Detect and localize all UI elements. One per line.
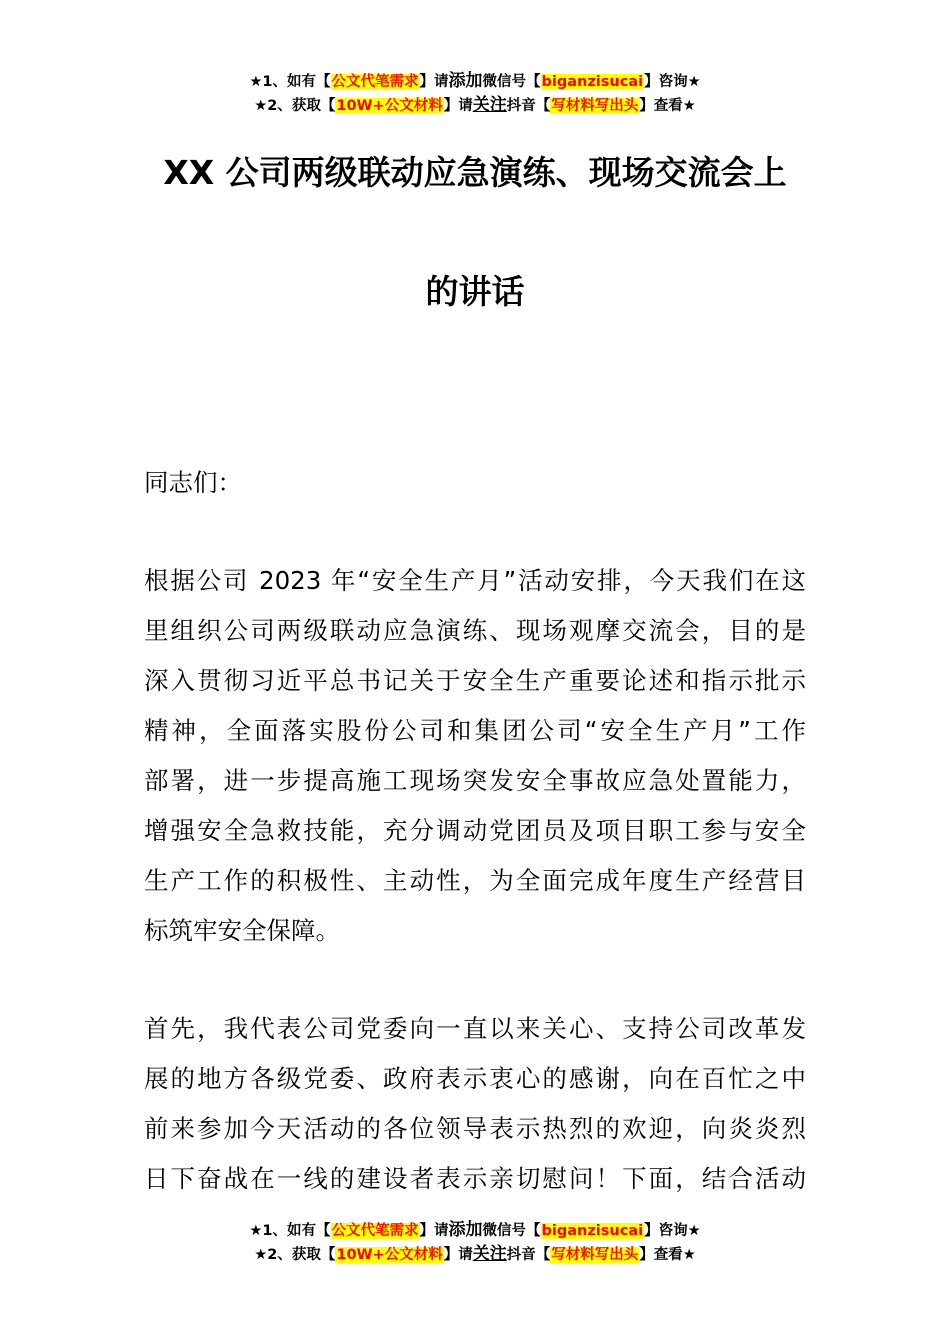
paragraph-line: 标筑牢安全保障。	[144, 916, 340, 945]
paragraph-line: 增强安全急救技能，充分调动党团员及项目职工参与安全	[144, 816, 806, 845]
footer-promo-line-2	[0, 1242, 950, 1266]
promo-emphasis: 添加	[448, 71, 483, 91]
promo-prefix: ★2、获取【	[254, 98, 336, 114]
promo-highlight-materials: 10W+公文材料	[336, 1247, 443, 1263]
promo-text: 微信号【	[482, 1223, 541, 1239]
paragraph-line: 前来参加今天活动的各位领导表示热烈的欢迎，向炎炎烈	[144, 1114, 806, 1143]
paragraph-line: 展的地方各级党委、政府表示衷心的感谢，向在百忙之中	[144, 1064, 806, 1093]
promo-highlight-service: 公文代笔需求	[331, 74, 419, 90]
promo-prefix: ★2、获取【	[254, 1247, 336, 1263]
salutation: 同志们：	[144, 468, 242, 497]
promo-suffix: 】查看★	[639, 98, 696, 114]
promo-text: 微信号【	[482, 74, 541, 90]
header-promo	[0, 69, 950, 117]
promo-prefix: ★1、如有【	[249, 1223, 331, 1239]
promo-emphasis: 添加	[448, 1220, 483, 1240]
paragraph-line: 里组织公司两级联动应急演练、现场观摩交流会，目的是	[144, 616, 806, 645]
paragraph-line: 生产工作的积极性、主动性，为全面完成年度生产经营目	[144, 866, 806, 895]
paragraph-line: 精神，全面落实股份公司和集团公司“安全生产月”工作	[144, 716, 806, 745]
paragraph-line: 部署，进一步提高施工现场突发安全事故应急处置能力，	[144, 766, 806, 795]
paragraph-line: 日下奋战在一线的建设者表示亲切慰问！下面，结合活动	[144, 1164, 806, 1193]
promo-highlight-douyin-id: 写材料写出头	[551, 1247, 639, 1263]
promo-prefix: ★1、如有【	[249, 74, 331, 90]
paragraph-line: 根据公司 2023 年“安全生产月”活动安排，今天我们在这	[144, 566, 806, 595]
paragraph-1	[144, 556, 806, 956]
promo-text: 】请	[443, 1247, 473, 1263]
promo-highlight-wechat-id: biganzisucai	[541, 74, 644, 90]
promo-highlight-douyin-id: 写材料写出头	[551, 98, 639, 114]
promo-text: 抖音【	[506, 1247, 551, 1263]
promo-suffix: 】咨询★	[644, 74, 701, 90]
promo-highlight-wechat-id: biganzisucai	[541, 1223, 644, 1239]
footer-promo-line-1	[0, 1218, 950, 1242]
document-title-line-1: XX 公司两级联动应急演练、现场交流会上	[163, 153, 787, 192]
promo-suffix: 】咨询★	[644, 1223, 701, 1239]
promo-text: 】请	[419, 74, 449, 90]
header-promo-line-1	[0, 69, 950, 93]
promo-text: 】请	[443, 98, 473, 114]
paragraph-2	[144, 1004, 806, 1204]
header-promo-line-2	[0, 93, 950, 117]
promo-text: 】请	[419, 1223, 449, 1239]
document-title-line-2: 的讲话	[425, 272, 525, 311]
promo-highlight-materials: 10W+公文材料	[336, 98, 443, 114]
paragraph-line: 深入贯彻习近平总书记关于安全生产重要论述和指示批示	[144, 666, 806, 695]
promo-highlight-service: 公文代笔需求	[331, 1223, 419, 1239]
promo-emphasis: 关注	[472, 95, 507, 115]
paragraph-line: 首先，我代表公司党委向一直以来关心、支持公司改革发	[144, 1014, 806, 1043]
promo-suffix: 】查看★	[639, 1247, 696, 1263]
promo-text: 抖音【	[506, 98, 551, 114]
footer-promo	[0, 1218, 950, 1266]
promo-emphasis: 关注	[472, 1244, 507, 1264]
